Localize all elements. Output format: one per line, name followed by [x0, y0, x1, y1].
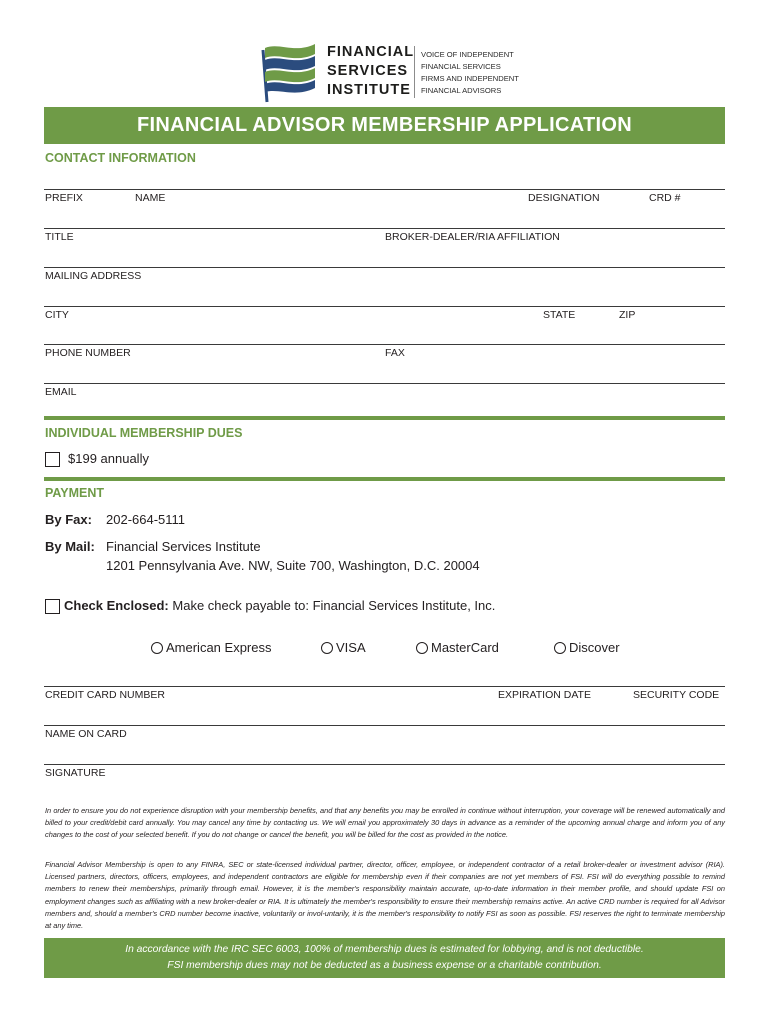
logo	[255, 40, 535, 104]
signature-field[interactable]: SIGNATURE	[45, 767, 106, 779]
divider	[44, 383, 725, 384]
designation-field[interactable]: DESIGNATION	[528, 192, 600, 204]
renewal-notice: In order to ensure you do not experience disruption with your membership benefits, and that any benefits you may be enrolled in continue without interruption, your coverage will be renewed automatically and billed to your credit/debit card annually. You may cancel any time by contacting us. We will email you approximately 30 days in advance as a reminder of the upcoming annual charge and inform you of any changes to the cost of your selected benefit. If you do not change or cancel the benefit, you will be billed for the cost as provided in the notice.	[45, 806, 725, 840]
mastercard-radio[interactable]	[416, 642, 428, 654]
state-field[interactable]: STATE	[543, 309, 576, 321]
page-title: FINANCIAL ADVISOR MEMBERSHIP APPLICATION	[44, 107, 725, 144]
dues-option-label: $199 annually	[68, 451, 149, 466]
fax-number: 202-664-5111	[106, 512, 186, 527]
divider	[44, 686, 725, 687]
tagline-line: FINANCIAL SERVICES	[421, 62, 501, 71]
divider	[44, 267, 725, 268]
title-field[interactable]: TITLE	[45, 231, 74, 243]
security-code-field[interactable]: SECURITY CODE	[633, 689, 720, 701]
footer-disclaimer	[44, 938, 725, 978]
divider	[44, 306, 725, 307]
footer-line-1: In accordance with the IRC SEC 6003, 100% of membership dues is estimated for lobbying, and is not deductible.	[125, 944, 644, 955]
name-on-card-field[interactable]: NAME ON CARD	[45, 728, 127, 740]
visa-radio[interactable]	[321, 642, 333, 654]
discover-label: Discover	[569, 640, 620, 655]
email-field[interactable]: EMAIL	[45, 386, 77, 398]
phone-field[interactable]: PHONE NUMBER	[45, 347, 131, 359]
logo-divider	[414, 46, 415, 98]
section-divider	[44, 477, 725, 481]
amex-radio[interactable]	[151, 642, 163, 654]
check-enclosed-label: Check Enclosed:	[64, 598, 169, 613]
dues-heading: INDIVIDUAL MEMBERSHIP DUES	[45, 426, 243, 440]
eligibility-notice: Financial Advisor Membership is open to any FINRA, SEC or state-licensed individual partner, director, officer, employee, or independent contractor of a retail broker-dealer or investment advisor (RIA). Licensed partners, directors, officers, employees, and independent contractors are eligible for membership even if their companies are not yet members of FSI. FSI will do everything possible to remind members to renew their memberships, primarily through email. However, it is the member's responsibility maintain accurate, up-to-date information in their member profile, and should update FSI on employment changes such as affiliating with a new broker-dealer or RIA. It is ultimately the member's responsibility to ensure their membership remains active. An active CRD number is required for all Advisor members and, should a member's CRD number become inactive, voluntarily or invol-untarily, it is the member's responsibility to notify FSI as soon as possible. FSI reserves the right to terminate membership at any time.	[45, 860, 725, 931]
footer-line-2: FSI membership dues may not be deducted as a business expense or a charitable contribution.	[167, 960, 602, 971]
payment-heading: PAYMENT	[45, 486, 105, 500]
check-enclosed-checkbox[interactable]	[45, 599, 60, 614]
divider	[44, 228, 725, 229]
tagline-line: FINANCIAL ADVISORS	[421, 86, 502, 95]
tagline-line: FIRMS AND INDEPENDENT	[421, 74, 519, 83]
city-field[interactable]: CITY	[45, 309, 69, 321]
visa-label: VISA	[336, 640, 366, 655]
logo-line-1: FINANCIAL	[327, 44, 415, 60]
bd-ria-field[interactable]: BROKER-DEALER/RIA AFFILIATION	[385, 231, 560, 243]
logo-tagline	[421, 49, 519, 97]
mail-line-2: 1201 Pennsylvania Ave. NW, Suite 700, Washington, D.C. 20004	[106, 558, 480, 573]
fax-field[interactable]: FAX	[385, 347, 405, 359]
prefix-field[interactable]: PREFIX	[45, 192, 83, 204]
fax-label: By Fax:	[45, 512, 92, 527]
divider	[44, 189, 725, 190]
tagline-line: VOICE OF INDEPENDENT	[421, 50, 514, 59]
mail-label: By Mail:	[45, 539, 95, 554]
logo-line-2: SERVICES	[327, 63, 409, 79]
credit-card-number-field[interactable]: CREDIT CARD NUMBER	[45, 689, 165, 701]
mailing-address-field[interactable]: MAILING ADDRESS	[45, 270, 142, 282]
crd-field[interactable]: CRD #	[649, 192, 681, 204]
expiration-date-field[interactable]: EXPIRATION DATE	[498, 689, 591, 701]
divider	[44, 764, 725, 765]
amex-label: American Express	[166, 640, 272, 655]
discover-radio[interactable]	[554, 642, 566, 654]
name-field[interactable]: NAME	[135, 192, 166, 204]
divider	[44, 344, 725, 345]
divider	[44, 725, 725, 726]
logo-wordmark	[327, 43, 414, 100]
mastercard-label: MasterCard	[431, 640, 499, 655]
contact-heading: CONTACT INFORMATION	[45, 151, 196, 165]
flag-icon	[255, 40, 319, 104]
section-divider	[44, 416, 725, 420]
zip-field[interactable]: ZIP	[619, 309, 636, 321]
check-instructions: Make check payable to: Financial Services Institute, Inc.	[172, 598, 496, 613]
logo-line-3: INSTITUTE	[327, 82, 411, 98]
check-enclosed-text	[64, 598, 495, 613]
dues-checkbox[interactable]	[45, 452, 60, 467]
mail-line-1: Financial Services Institute	[106, 539, 261, 554]
